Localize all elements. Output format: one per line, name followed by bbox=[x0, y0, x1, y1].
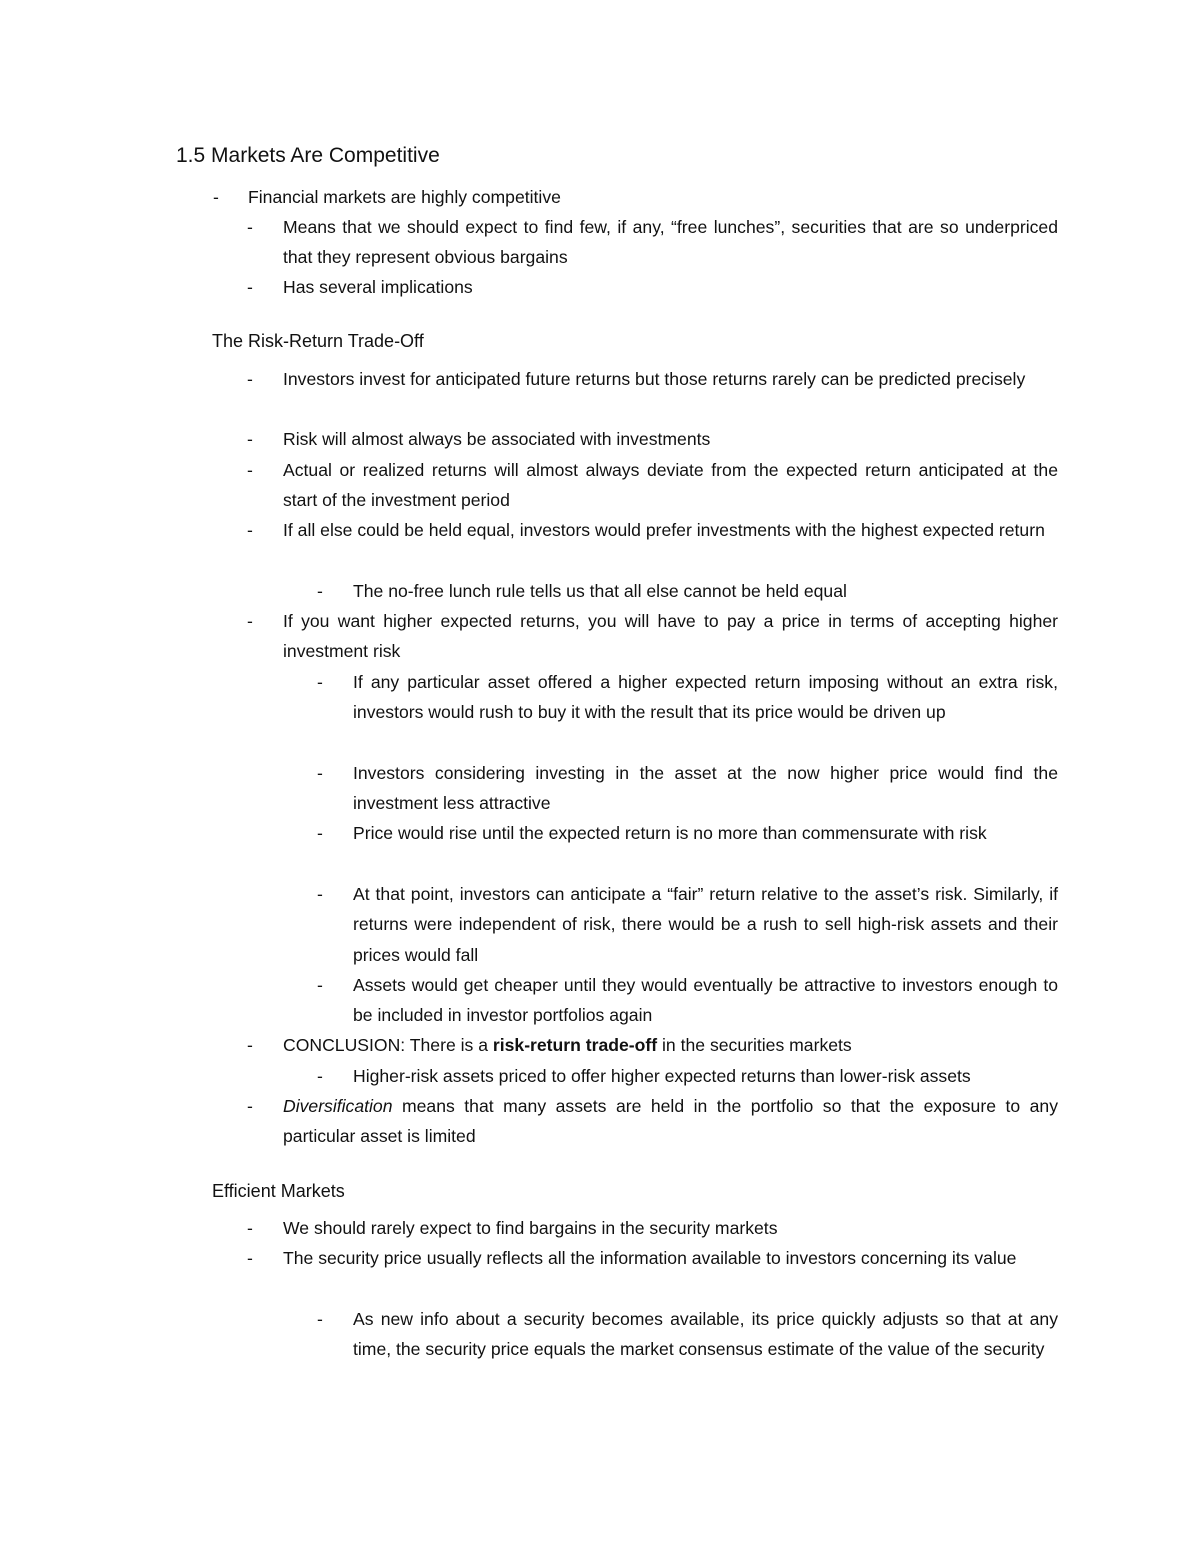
bullet-higher-risk-assets: - Higher-risk assets priced to offer higher expected returns than lower-risk assets bbox=[353, 1061, 1058, 1091]
bullet-dash: - bbox=[247, 611, 253, 631]
bullet-several-implications: - Has several implications bbox=[283, 272, 1058, 302]
bullet-higher-expected-returns: - If you want higher expected returns, you will have to pay a price in terms of accepting higher investment risk bbox=[283, 606, 1058, 667]
bullet-dash: - bbox=[247, 277, 253, 297]
term-risk-return-trade-off: risk-return trade-off bbox=[492, 1035, 658, 1055]
bullet-dash: - bbox=[247, 520, 253, 540]
bullet-dash: - bbox=[317, 1066, 323, 1086]
bullet-diversification: - Diversification means that many assets are held in the portfolio so that the exposure to any particular asset is limited bbox=[283, 1091, 1058, 1152]
bullet-dash: - bbox=[317, 672, 323, 692]
bullet-fair-return: - At that point, investors can anticipate a “fair” return relative to the asset’s risk. Similarly, if returns were independent of risk, there would be a rush to sell high-risk assets and their prices would fall bbox=[353, 879, 1058, 970]
bullet-conclusion: - CONCLUSION: There is a risk-return trade-off in the securities markets bbox=[283, 1030, 1058, 1060]
bullet-dash: - bbox=[317, 1309, 323, 1329]
bullet-all-else-equal: - If all else could be held equal, investors would prefer investments with the highest expected return bbox=[283, 515, 1058, 545]
bullet-dash: - bbox=[247, 217, 253, 237]
bullet-anticipated-returns: - Investors invest for anticipated future returns but those returns rarely can be predicted precisely bbox=[283, 364, 1058, 394]
bullet-dash: - bbox=[247, 1096, 253, 1116]
bullet-price-reflects-info: - The security price usually reflects all the information available to investors concerning its value bbox=[283, 1243, 1058, 1273]
bullet-free-lunches: - Means that we should expect to find few, if any, “free lunches”, securities that are so underpriced that they represent obvious bargains bbox=[283, 212, 1058, 273]
bullet-dash: - bbox=[247, 429, 253, 449]
bullet-dash: - bbox=[247, 369, 253, 389]
bullet-less-attractive: - Investors considering investing in the asset at the now higher price would find the investment less attractive bbox=[353, 758, 1058, 819]
bullet-rush-to-buy: - If any particular asset offered a higher expected return imposing without an extra risk, investors would rush to buy it with the result that its price would be driven up bbox=[353, 667, 1058, 728]
bullet-dash: - bbox=[317, 581, 323, 601]
term-diversification: Diversification bbox=[283, 1096, 393, 1116]
bullet-realized-returns: - Actual or realized returns will almost always deviate from the expected return anticipated at the start of the investment period bbox=[283, 455, 1058, 516]
bullet-financial-markets: - Financial markets are highly competitive bbox=[248, 182, 1058, 212]
bullet-price-rise: - Price would rise until the expected return is no more than commensurate with risk bbox=[353, 818, 1058, 848]
section-heading-risk-return: The Risk-Return Trade-Off bbox=[212, 331, 424, 351]
bullet-dash: - bbox=[317, 823, 323, 843]
bullet-dash: - bbox=[317, 884, 323, 904]
bullet-dash: - bbox=[317, 975, 323, 995]
bullet-price-adjusts: - As new info about a security becomes available, its price quickly adjusts so that at any time, the security price equals the market consensus estimate of the value of the security bbox=[353, 1304, 1058, 1365]
bullet-rarely-bargains: - We should rarely expect to find bargains in the security markets bbox=[283, 1213, 1058, 1243]
bullet-risk-associated: - Risk will almost always be associated with investments bbox=[283, 424, 1058, 454]
bullet-no-free-lunch-rule: - The no-free lunch rule tells us that all else cannot be held equal bbox=[353, 576, 1058, 606]
section-heading-efficient-markets: Efficient Markets bbox=[212, 1181, 345, 1201]
section-heading-markets-competitive: 1.5 Markets Are Competitive bbox=[176, 144, 440, 167]
bullet-dash: - bbox=[247, 1218, 253, 1238]
bullet-assets-cheaper: - Assets would get cheaper until they would eventually be attractive to investors enough to be included in investor portfolios again bbox=[353, 970, 1058, 1031]
bullet-dash: - bbox=[213, 187, 219, 207]
bullet-dash: - bbox=[317, 763, 323, 783]
bullet-dash: - bbox=[247, 1035, 253, 1055]
bullet-dash: - bbox=[247, 460, 253, 480]
bullet-dash: - bbox=[247, 1248, 253, 1268]
